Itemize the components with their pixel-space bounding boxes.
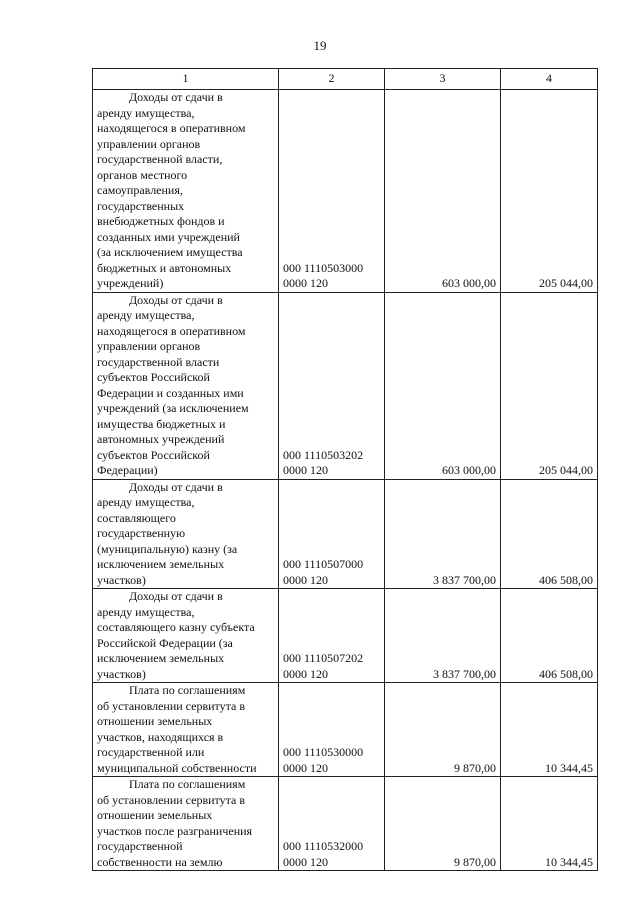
row-col4-amount: 205 044,00 [501, 292, 598, 479]
row-description-line: (муниципальную) казну (за [97, 541, 238, 556]
row-description-line: (за исключением имущества [97, 245, 243, 259]
row-description-line: участков после разграничения [97, 823, 253, 838]
row-description-line: участков, находящихся в [97, 729, 224, 744]
row-description [93, 479, 279, 589]
row-col4-amount: 205 044,00 [501, 90, 598, 293]
row-description-line: субъектов Российской [97, 447, 210, 462]
row-code-line: 000 1110530000 [283, 745, 364, 759]
row-code [279, 479, 385, 589]
row-description-line: государственной [97, 839, 183, 853]
row-description-line: собственности на землю [97, 854, 223, 869]
table-row [93, 683, 598, 777]
row-description-line: Плата по соглашениям [129, 777, 246, 791]
row-description-line: аренду имущества, [97, 495, 195, 509]
row-description-line: органов местного [97, 167, 188, 182]
table-row [93, 90, 598, 293]
row-code-line: 0000 120 [283, 760, 328, 775]
row-description-line: управлении органов [97, 339, 201, 353]
row-description-line: государственную [97, 526, 186, 540]
row-description-line: Федерации) [97, 463, 158, 477]
header-col-2: 2 [279, 69, 385, 90]
row-description-line: составляющего [97, 510, 176, 525]
row-description-line: Доходы от сдачи в [129, 292, 223, 307]
header-col-3: 3 [385, 69, 501, 90]
row-code-line: 0000 120 [283, 854, 328, 869]
row-code [279, 777, 385, 871]
row-code [279, 683, 385, 777]
row-description-line: имущества бюджетных и [97, 416, 226, 431]
row-description-line: учреждений (за исключением [97, 401, 249, 415]
row-description-line: отношении земельных [97, 714, 213, 728]
row-code-line: 0000 120 [283, 276, 328, 290]
row-description-line: государственной власти, [97, 152, 223, 166]
row-col3-amount: 9 870,00 [385, 683, 501, 777]
row-description-line: аренду имущества, [97, 604, 195, 619]
row-col3-amount: 603 000,00 [385, 292, 501, 479]
row-description-line: государственной власти [97, 354, 220, 369]
row-code-line: 000 1110503202 [283, 447, 364, 462]
row-col4-amount: 406 508,00 [501, 589, 598, 683]
row-col3-amount: 9 870,00 [385, 777, 501, 871]
row-description-line: об установлении сервитута в [97, 698, 246, 713]
row-description-line: исключением земельных [97, 651, 225, 665]
row-code-line: 0000 120 [283, 463, 328, 477]
row-description-line: находящегося в оперативном [97, 121, 246, 135]
row-col3-amount: 603 000,00 [385, 90, 501, 293]
revenue-table [92, 68, 598, 871]
row-description-line: управлении органов [97, 136, 201, 151]
header-col-4: 4 [501, 69, 598, 90]
header-row [93, 69, 598, 90]
row-description-line: участков) [97, 572, 146, 587]
row-code [279, 589, 385, 683]
row-description-line: учреждений) [97, 276, 164, 290]
row-col4-amount: 10 344,45 [501, 683, 598, 777]
row-description-line: Российской Федерации (за [97, 635, 233, 650]
row-description-line: государственных [97, 198, 185, 213]
row-description-line: государственной или [97, 745, 205, 759]
row-description [93, 292, 279, 479]
row-description-line: составляющего казну субъекта [97, 620, 255, 634]
row-description-line: самоуправления, [97, 183, 183, 197]
row-code-line: 000 1110507202 [283, 651, 364, 665]
row-description-line: Доходы от сдачи в [129, 479, 223, 494]
row-col3-amount: 3 837 700,00 [385, 589, 501, 683]
row-description-line: исключением земельных [97, 557, 225, 571]
row-description-line: бюджетных и автономных [97, 260, 232, 275]
row-description-line: участков) [97, 666, 146, 681]
row-description-line: аренду имущества, [97, 105, 195, 120]
row-description-line: автономных учреждений [97, 432, 225, 446]
row-code-line: 0000 120 [283, 572, 328, 587]
page-number: 19 [313, 38, 327, 53]
table-body [93, 90, 598, 871]
row-col3-amount: 3 837 700,00 [385, 479, 501, 589]
table-row [93, 292, 598, 479]
row-description-line: Плата по соглашениям [129, 683, 246, 697]
row-description-line: отношении земельных [97, 808, 213, 822]
row-col4-amount: 10 344,45 [501, 777, 598, 871]
row-description-line: созданных ими учреждений [97, 229, 240, 244]
row-description-line: внебюджетных фондов и [97, 214, 225, 228]
table-row [93, 777, 598, 871]
row-description-line: субъектов Российской [97, 370, 210, 384]
row-description-line: муниципальной собственности [97, 760, 257, 775]
row-description [93, 589, 279, 683]
table-row [93, 589, 598, 683]
row-code [279, 292, 385, 479]
row-code-line: 000 1110503000 [283, 260, 364, 275]
table-row [93, 479, 598, 589]
row-code-line: 000 1110532000 [283, 839, 364, 853]
row-code-line: 000 1110507000 [283, 557, 364, 571]
row-description [93, 90, 279, 293]
row-code [279, 90, 385, 293]
row-description [93, 777, 279, 871]
row-description-line: Федерации и созданных ими [97, 385, 244, 400]
row-description-line: об установлении сервитута в [97, 792, 246, 807]
row-description-line: Доходы от сдачи в [129, 90, 223, 104]
row-description-line: аренду имущества, [97, 308, 195, 322]
row-code-line: 0000 120 [283, 666, 328, 681]
row-description-line: находящегося в оперативном [97, 323, 246, 338]
row-description [93, 683, 279, 777]
row-description-line: Доходы от сдачи в [129, 589, 223, 603]
row-col4-amount: 406 508,00 [501, 479, 598, 589]
header-col-1: 1 [93, 69, 279, 90]
